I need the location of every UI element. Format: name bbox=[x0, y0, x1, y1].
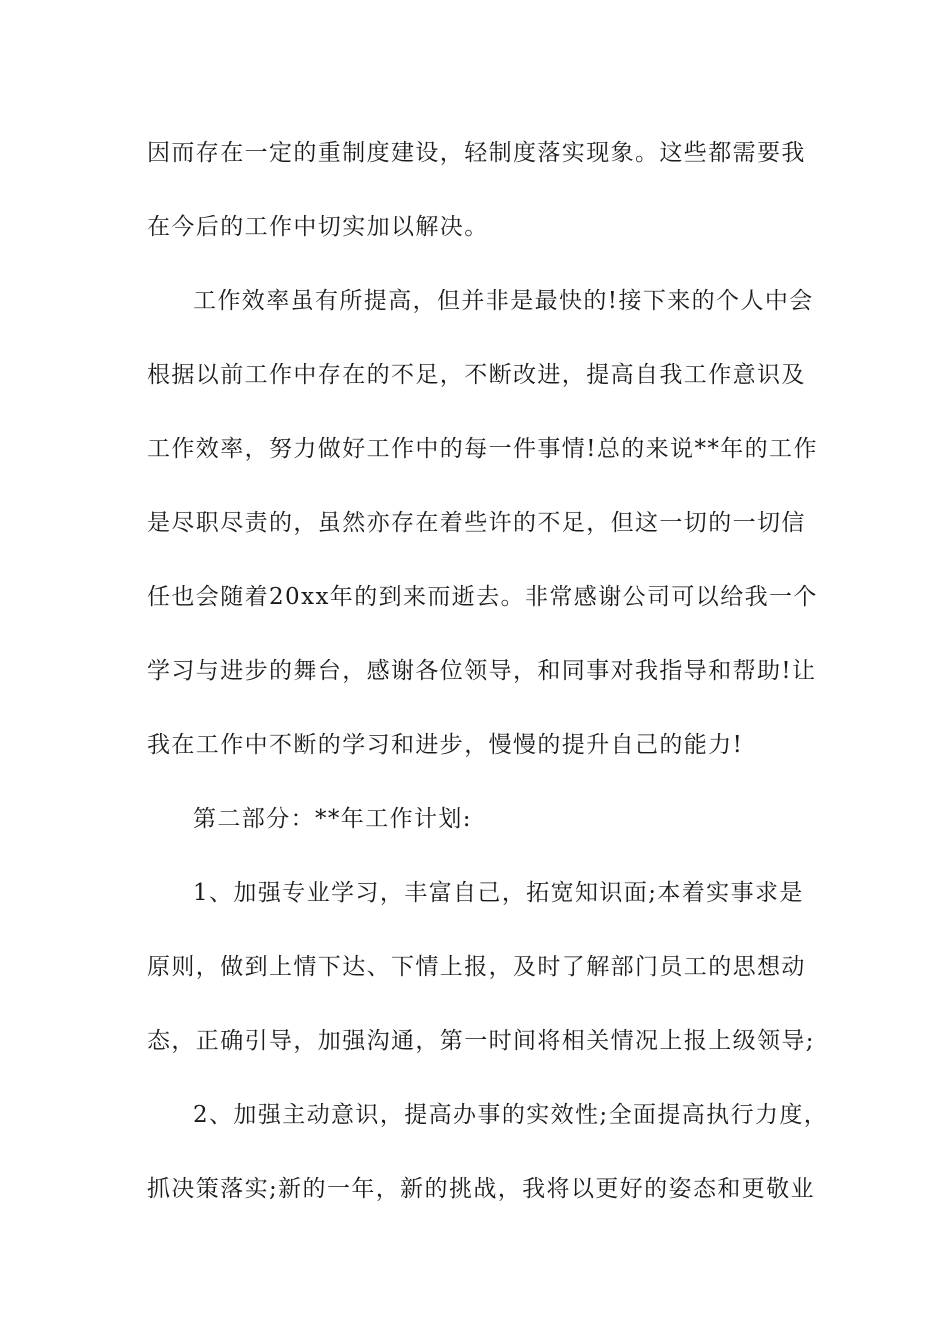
paragraph-line-13: 态，正确引导，加强沟通，第一时间将相关情况上报上级领导; bbox=[147, 1028, 815, 1054]
paragraph-line-5: 工作效率，努力做好工作中的每一件事情!总的来说**年的工作 bbox=[147, 436, 818, 462]
paragraph-line-14: 2、加强主动意识，提高办事的实效性;全面提高执行力度， bbox=[193, 1102, 829, 1128]
paragraph-line-8: 学习与进步的舞台，感谢各位领导，和同事对我指导和帮助!让 bbox=[147, 658, 817, 684]
document-body bbox=[147, 128, 829, 1238]
paragraph-line-6: 是尽职尽责的，虽然亦存在着些许的不足，但这一切的一切信 bbox=[147, 510, 806, 536]
section-heading: 第二部分：**年工作计划: bbox=[193, 806, 472, 832]
paragraph-line-1: 因而存在一定的重制度建设，轻制度落实现象。这些都需要我 bbox=[147, 140, 806, 166]
paragraph-line-11: 1、加强专业学习，丰富自己，拓宽知识面;本着实事求是 bbox=[193, 880, 804, 906]
paragraph-line-15: 抓决策落实;新的一年，新的挑战，我将以更好的姿态和更敬业 bbox=[147, 1176, 815, 1202]
paragraph-line-9: 我在工作中不断的学习和进步，慢慢的提升自己的能力! bbox=[147, 732, 744, 758]
paragraph-line-3: 工作效率虽有所提高，但并非是最快的!接下来的个人中会 bbox=[193, 288, 814, 314]
paragraph-line-2: 在今后的工作中切实加以解决。 bbox=[147, 214, 489, 240]
paragraph-line-12: 原则，做到上情下达、下情上报，及时了解部门员工的思想动 bbox=[147, 954, 806, 980]
paragraph-line-7: 任也会随着20xx年的到来而逝去。非常感谢公司可以给我一个 bbox=[147, 584, 818, 610]
paragraph-line-4: 根据以前工作中存在的不足，不断改进，提高自我工作意识及 bbox=[147, 362, 806, 388]
